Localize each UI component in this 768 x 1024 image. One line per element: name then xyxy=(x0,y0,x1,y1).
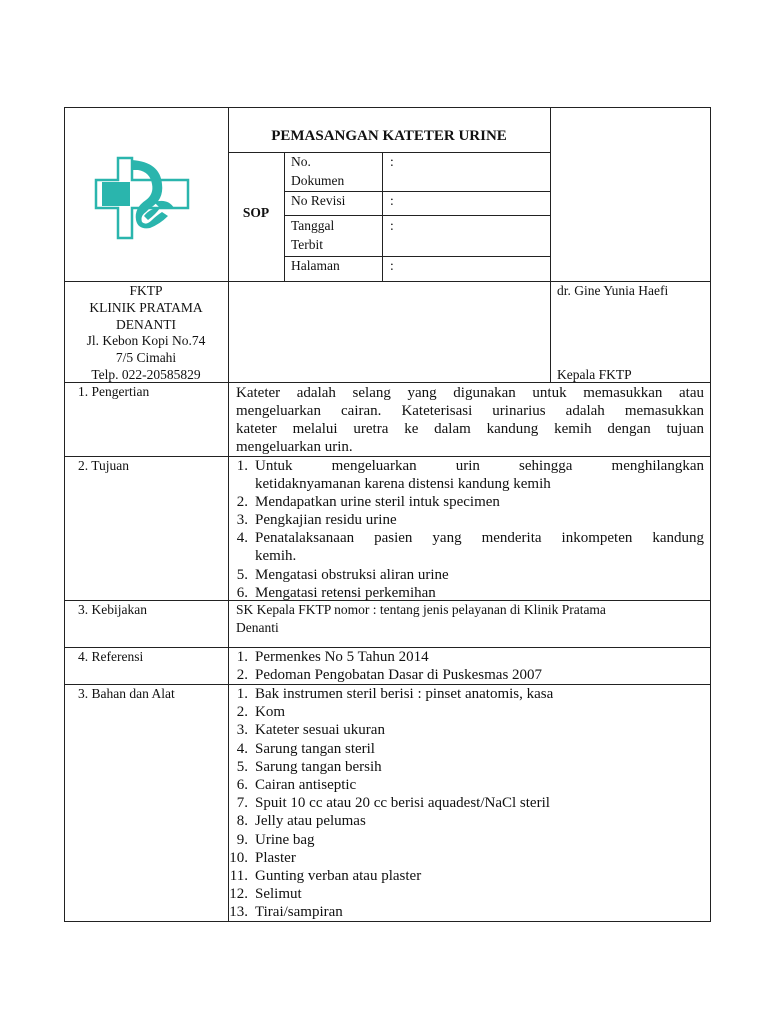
section-label-tujuan: 2. Tujuan xyxy=(78,458,130,473)
tujuan-item-2: Mendapatkan urine steril intuk specimen xyxy=(255,494,500,510)
bahan-alat-item: Jelly atau pelumas xyxy=(255,813,366,829)
signature-column-divider xyxy=(550,107,551,382)
bahan-alat-item: Tirai/sampiran xyxy=(255,904,343,920)
bahan-alat-num: 10. xyxy=(229,850,248,866)
tujuan-item-4-line-1: Penatalaksanaan pasien yang menderita inkompeten kandung xyxy=(255,530,704,546)
title-row-divider xyxy=(228,152,550,153)
section-label-kebijakan: 3. Kebijakan xyxy=(78,602,147,617)
section-label-bahan-alat: 3. Bahan dan Alat xyxy=(78,686,175,701)
tujuan-num-2: 2. xyxy=(236,494,248,510)
tujuan-item-1-line-1: Untuk mengeluarkan urin sehingga menghilangkan xyxy=(255,458,704,474)
bahan-alat-item: Selimut xyxy=(255,886,302,902)
clinic-line-4: Jl. Kebon Kopi No.74 xyxy=(86,333,206,348)
bahan-alat-num: 12. xyxy=(229,886,248,902)
bahan-alat-item: Kom xyxy=(255,704,285,720)
clinic-line-6: Telp. 022-20585829 xyxy=(91,367,201,382)
bahan-alat-item: Urine bag xyxy=(255,832,315,848)
tujuan-item-4-line-2: kemih. xyxy=(255,548,297,564)
field-label-no-revisi: No Revisi xyxy=(291,193,346,208)
bahan-alat-num: 8. xyxy=(236,813,248,829)
referensi-num-2: 2. xyxy=(236,667,248,683)
bahan-alat-num: 13. xyxy=(229,904,248,920)
clinic-line-5: 7/5 Cimahi xyxy=(115,350,177,365)
pengertian-line-1: Kateter adalah selang yang digunakan untuk memasukkan atau xyxy=(236,385,704,401)
tujuan-item-6: Mengatasi retensi perkemihan xyxy=(255,585,436,601)
field-label-tanggal-line1: Tanggal xyxy=(291,218,335,233)
field-value-no-revisi: : xyxy=(390,193,394,208)
field-label-no-dokumen-line2: Dokumen xyxy=(291,173,345,188)
bahan-alat-item: Kateter sesuai ukuran xyxy=(255,722,385,738)
table-border-right xyxy=(710,107,711,922)
clinic-line-1: FKTP xyxy=(129,283,163,298)
referensi-item-2: Pedoman Pengobatan Dasar di Puskesmas 2007 xyxy=(255,667,543,683)
tujuan-item-5: Mengatasi obstruksi aliran urine xyxy=(255,567,449,583)
sop-cell-divider xyxy=(284,152,285,281)
referensi-num-1: 1. xyxy=(236,649,248,665)
bahan-alat-num: 6. xyxy=(236,777,248,793)
bahan-alat-item: Gunting verban atau plaster xyxy=(255,868,422,884)
bahan-alat-item: Sarung tangan steril xyxy=(255,741,375,757)
bahan-alat-num: 4. xyxy=(236,741,248,757)
field-value-halaman: : xyxy=(390,258,394,273)
pengertian-line-2: mengeluarkan cairan. Kateterisasi urinarius adalah memasukkan xyxy=(236,403,704,419)
bahan-alat-item: Spuit 10 cc atau 20 cc berisi aquadest/NaCl steril xyxy=(255,795,550,811)
tujuan-num-4: 4. xyxy=(236,530,248,546)
pengertian-line-4: mengeluarkan urin. xyxy=(236,439,353,455)
clinic-logo-icon xyxy=(90,150,200,245)
section-label-referensi: 4. Referensi xyxy=(78,649,144,664)
bahan-alat-num: 7. xyxy=(236,795,248,811)
bahan-alat-num: 3. xyxy=(236,722,248,738)
tujuan-item-1-line-2: ketidaknyamanan karena distensi kandung kemih xyxy=(255,476,551,492)
bahan-alat-num: 5. xyxy=(236,759,248,775)
kebijakan-line-1: SK Kepala FKTP nomor : tentang jenis pelayanan di Klinik Pratama xyxy=(236,602,606,617)
tujuan-num-1: 1. xyxy=(236,458,248,474)
tujuan-num-5: 5. xyxy=(236,567,248,583)
signer-name: dr. Gine Yunia Haefi xyxy=(557,283,669,298)
bahan-alat-item: Bak instrumen steril berisi : pinset anatomis, kasa xyxy=(255,686,554,702)
tujuan-num-6: 6. xyxy=(236,585,248,601)
document-title: PEMASANGAN KATETER URINE xyxy=(271,128,507,144)
bahan-alat-item: Sarung tangan bersih xyxy=(255,759,382,775)
pengertian-line-3: kateter melalui uretra ke dalam kandung kemih dengan tujuan xyxy=(236,421,704,437)
signer-title: Kepala FKTP xyxy=(557,367,632,382)
sop-label: SOP xyxy=(242,205,270,220)
bahan-alat-num: 9. xyxy=(236,832,248,848)
bahan-alat-item: Plaster xyxy=(255,850,296,866)
bahan-alat-num: 1. xyxy=(236,686,248,702)
field-value-no-dokumen: : xyxy=(390,154,394,169)
field-label-no-dokumen-line1: No. xyxy=(291,154,311,169)
clinic-line-2: KLINIK PRATAMA xyxy=(89,300,203,315)
field-label-halaman: Halaman xyxy=(291,258,340,273)
bahan-alat-num: 11. xyxy=(229,868,248,884)
clinic-line-3: DENANTI xyxy=(116,317,176,332)
bahan-alat-num: 2. xyxy=(236,704,248,720)
field-label-tanggal-line2: Terbit xyxy=(291,237,324,252)
field-value-divider xyxy=(382,152,383,281)
tujuan-num-3: 3. xyxy=(236,512,248,528)
section-label-pengertian: 1. Pengertian xyxy=(78,384,150,399)
kebijakan-line-2: Denanti xyxy=(236,620,279,635)
referensi-item-1: Permenkes No 5 Tahun 2014 xyxy=(255,649,429,665)
tujuan-item-3: Pengkajian residu urine xyxy=(255,512,397,528)
field-value-tanggal-terbit: : xyxy=(390,218,394,233)
bahan-alat-item: Cairan antiseptic xyxy=(255,777,357,793)
table-border-left xyxy=(64,107,65,922)
table-border-bottom xyxy=(64,921,711,922)
table-border-top xyxy=(64,107,711,108)
field-row-divider-2 xyxy=(284,215,550,216)
